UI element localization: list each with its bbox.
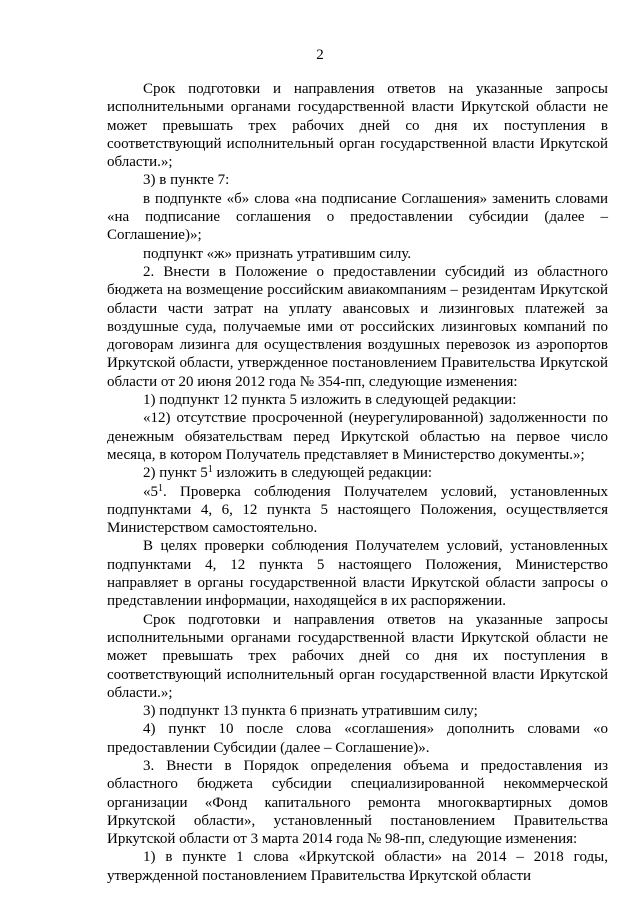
paragraph-subitem-zh: подпункт «ж» признать утратившим силу. bbox=[143, 245, 412, 262]
paragraph-verification: В целях проверки соблюдения Получателем условий, установленных подпунктами 4, 12 пункта 5 настоящего Положения, Министерство направляет в органы государственной власти Иркутской области запросы о представлении информации, находящейся в их распоряжении. bbox=[107, 538, 608, 610]
paragraph-item-3-sub13: 3) подпункт 13 пункта 6 признать утратившим силу; bbox=[143, 703, 478, 720]
document-body bbox=[107, 80, 608, 885]
paragraph-item-1-last: 1) в пункте 1 слова «Иркутской области» на 2014 – 2018 годы, утвержденной постановлением Правительства Иркутской области bbox=[107, 849, 608, 884]
paragraph-section-2: 2. Внести в Положение о предоставлении субсидий из областного бюджета на возмещение российским авиакомпаниям – резидентам Иркутской области части затрат на уплату авансовых и лизинговых платежей за воздушные суда, получаемые ими от российских лизинговых компаний по договорам лизинга для осуществления воздушных перевозок из аэропортов Иркутской области, утвержденное постановлением Правительства Иркутской области от 20 июня 2012 года № 354-пп, следующие изменения: bbox=[107, 263, 608, 390]
superscript-marker: 1 bbox=[207, 464, 213, 476]
paragraph-item-2 bbox=[107, 464, 608, 482]
paragraph-response-deadline-2: Срок подготовки и направления ответов на указанные запросы исполнительными органами государственной власти Иркутской области не может превышать трех рабочих дней со дня их поступления в соответствующий исполнительный орган государственной власти Иркутской области.»; bbox=[107, 611, 608, 701]
paragraph-clause-5-1 bbox=[107, 483, 608, 538]
paragraph-item-4: 4) пункт 10 после слова «соглашения» дополнить словами «о предоставлении Субсидии (далее – Соглашение)». bbox=[107, 721, 608, 756]
paragraph-item-2-post: изложить в следующей редакции: bbox=[212, 465, 433, 482]
page-number: 2 bbox=[316, 47, 324, 63]
paragraph-subitem-b: в подпункте «б» слова «на подписание Соглашения» заменить словами «на подписание соглашения о предоставлении субсидии (далее – Соглашение)»; bbox=[107, 190, 608, 244]
paragraph-item-1: 1) подпункт 12 пункта 5 изложить в следующей редакции: bbox=[143, 392, 517, 409]
paragraph-item-2-pre: 2) пункт 5 bbox=[143, 465, 208, 482]
superscript-marker: 1 bbox=[158, 482, 163, 494]
paragraph-subitem-12: «12) отсутствие просроченной (неурегулированной) задолженности по денежным обязательствам перед Иркутской областью на первое число месяца, в котором Получатель представляет в Министерство документы.»; bbox=[107, 410, 608, 463]
paragraph-clause-5-1-pre: «5 bbox=[143, 483, 158, 500]
paragraph-item-3: 3) в пункте 7: bbox=[143, 172, 230, 189]
paragraph-response-deadline: Срок подготовки и направления ответов на указанные запросы исполнительными органами государственной власти Иркутской области не может превышать трех рабочих дней со дня их поступления в соответствующий исполнительный орган государственной власти Иркутской области.»; bbox=[107, 81, 608, 171]
paragraph-clause-5-1-post: . Проверка соблюдения Получателем условий, установленных подпунктами 4, 6, 12 пункта 5 настоящего Положения, осуществляется Министерством самостоятельно. bbox=[107, 483, 608, 537]
paragraph-section-3: 3. Внести в Порядок определения объема и предоставления из областного бюджета субсидии специализированной некоммерческой организации «Фонд капитального ремонта многоквартирных домов Иркутской области», установленный постановлением Правительства Иркутской области от 3 марта 2014 года № 98-пп, следующие изменения: bbox=[107, 757, 608, 848]
